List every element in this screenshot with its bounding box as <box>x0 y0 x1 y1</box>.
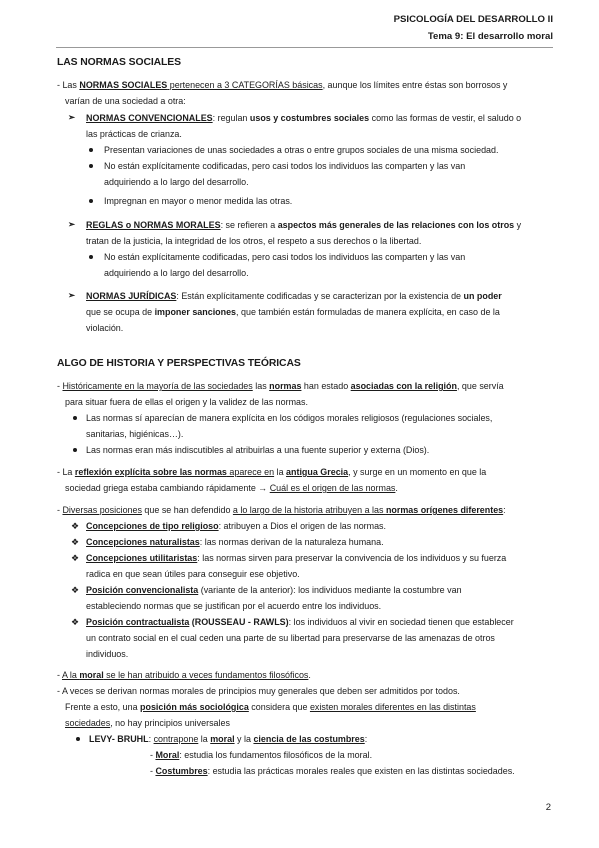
list-item: Impregnan en mayor o menor medida las otras. <box>104 196 293 206</box>
bullet-dot-icon <box>89 148 93 152</box>
concepcion-religiosa: Concepciones de tipo religioso: atribuyen a Dios el origen de las normas. <box>86 521 387 531</box>
paragraph-line: - La reflexión explícita sobre las normas aparece en la antigua Grecia, y surge en un momento en que la <box>57 467 487 477</box>
list-item-cont: adquiriendo a lo largo del desarrollo. <box>104 268 249 278</box>
diamond-bullet-icon: ❖ <box>71 537 80 547</box>
diamond-bullet-icon: ❖ <box>71 617 80 627</box>
paragraph-line: - Diversas posiciones que se han defendido a lo largo de la historia atribuyen a las normas orígenes diferentes: <box>57 505 506 515</box>
paragraph-line: un contrato social en el cual ceden una parte de su libertad para preservarse de las amenazas de otros <box>86 633 495 643</box>
paragraph-line: tratan de la justicia, la integridad de los otros, el respeto a sus derechos o la libertad. <box>86 236 422 246</box>
paragraph-line: para situar fuera de ellas el origen y la validez de las normas. <box>65 397 308 407</box>
section-title-normas: LAS NORMAS SOCIALES <box>57 57 181 68</box>
bullet-dot-icon <box>89 164 93 168</box>
course-title: PSICOLOGÍA DEL DESARROLLO II <box>393 14 553 25</box>
category-juridicas: NORMAS JURÍDICAS: Están explícitamente codificadas y se caracterizan por la existencia de un poder <box>86 291 502 301</box>
levy-bruhl-item: LEVY- BRUHL: contrapone la moral y la ciencia de las costumbres: <box>89 734 368 744</box>
list-item-cont: adquiriendo a lo largo del desarrollo. <box>104 177 249 187</box>
list-item: Presentan variaciones de unas sociedades a otras o entre grupos sociales de una misma sociedad. <box>104 145 499 155</box>
arrow-bullet-icon: ➢ <box>68 219 76 229</box>
section-title-historia: ALGO DE HISTORIA Y PERSPECTIVAS TEÓRICAS <box>57 358 301 369</box>
topic-title: Tema 9: El desarrollo moral <box>427 31 553 42</box>
category-morales: REGLAS o NORMAS MORALES: se refieren a aspectos más generales de las relaciones con los otros y <box>86 220 522 230</box>
posicion-convencionalista: Posición convencionalista (variante de la anterior): los individuos mediante la costumbre van <box>86 585 462 595</box>
bullet-dot-icon <box>89 199 93 203</box>
diamond-bullet-icon: ❖ <box>71 553 80 563</box>
list-item: No están explícitamente codificadas, pero casi todos los individuos las comparten y las van <box>104 161 466 171</box>
paragraph-line: - Las NORMAS SOCIALES pertenecen a 3 CATEGORÍAS básicas, aunque los límites entre éstas son borrosos y <box>57 80 508 90</box>
bullet-dot-icon <box>76 737 80 741</box>
bullet-dot-icon <box>73 448 77 452</box>
diamond-bullet-icon: ❖ <box>71 585 80 595</box>
list-item: Las normas eran más indiscutibles al atribuirlas a una fuente superior y externa (Dios). <box>86 445 430 455</box>
concepcion-naturalista: Concepciones naturalistas: las normas derivan de la naturaleza humana. <box>86 537 384 547</box>
list-item: Las normas sí aparecían de manera explícita en los códigos morales religiosos (regulaciones sociales, <box>86 413 493 423</box>
paragraph-line: - Históricamente en la mayoría de las sociedades las normas han estado asociadas con la religión, que servía <box>57 381 504 391</box>
paragraph-line: radica en que sean útiles para conseguir ese objetivo. <box>86 569 300 579</box>
paragraph-line: sociedades, no hay principios universales <box>65 718 230 728</box>
header-divider <box>56 47 553 48</box>
levy-moral-line: - Moral: estudia los fundamentos filosóficos de la moral. <box>150 750 373 760</box>
bullet-dot-icon <box>89 255 93 259</box>
concepcion-utilitarista: Concepciones utilitaristas: las normas sirven para preservar la convivencia de los individuos y su fuerza <box>86 553 507 563</box>
bullet-dot-icon <box>73 416 77 420</box>
paragraph-line: Frente a esto, una posición más sociológica considera que existen morales diferentes en las distintas <box>65 702 476 712</box>
category-convencionales: NORMAS CONVENCIONALES: regulan usos y costumbres sociales como las formas de vestir, el saludo o <box>86 113 522 123</box>
list-item: No están explícitamente codificadas, pero casi todos los individuos las comparten y las van <box>104 252 466 262</box>
diamond-bullet-icon: ❖ <box>71 521 80 531</box>
paragraph-line: varían de una sociedad a otra: <box>65 96 186 106</box>
page-number: 2 <box>545 802 551 813</box>
levy-costumbres-line: - Costumbres: estudia las prácticas morales reales que existen en las distintas sociedades. <box>150 766 515 776</box>
arrow-bullet-icon: ➢ <box>68 290 76 300</box>
paragraph-line: - A la moral se le han atribuido a veces fundamentos filosóficos. <box>57 670 311 680</box>
paragraph-line: las prácticas de crianza. <box>86 129 182 139</box>
paragraph-line: estableciendo normas que se justifican por el acuerdo entre los individuos. <box>86 601 382 611</box>
paragraph-line: sociedad griega estaba cambiando rápidamente → Cuál es el origen de las normas. <box>65 483 398 493</box>
paragraph-line: individuos. <box>86 649 129 659</box>
arrow-bullet-icon: ➢ <box>68 112 76 122</box>
paragraph-line: - A veces se derivan normas morales de principios muy generales que deben ser admitidos por todos. <box>57 686 460 696</box>
list-item-cont: sanitarias, higiénicas…). <box>86 429 184 439</box>
paragraph-line: que se ocupa de imponer sanciones, que también están formuladas de manera explícita, en caso de la <box>86 307 500 317</box>
posicion-contractualista: Posición contractualista (ROUSSEAU - RAWLS): los individuos al vivir en sociedad tienen que establecer <box>86 617 514 627</box>
paragraph-line: violación. <box>86 323 124 333</box>
